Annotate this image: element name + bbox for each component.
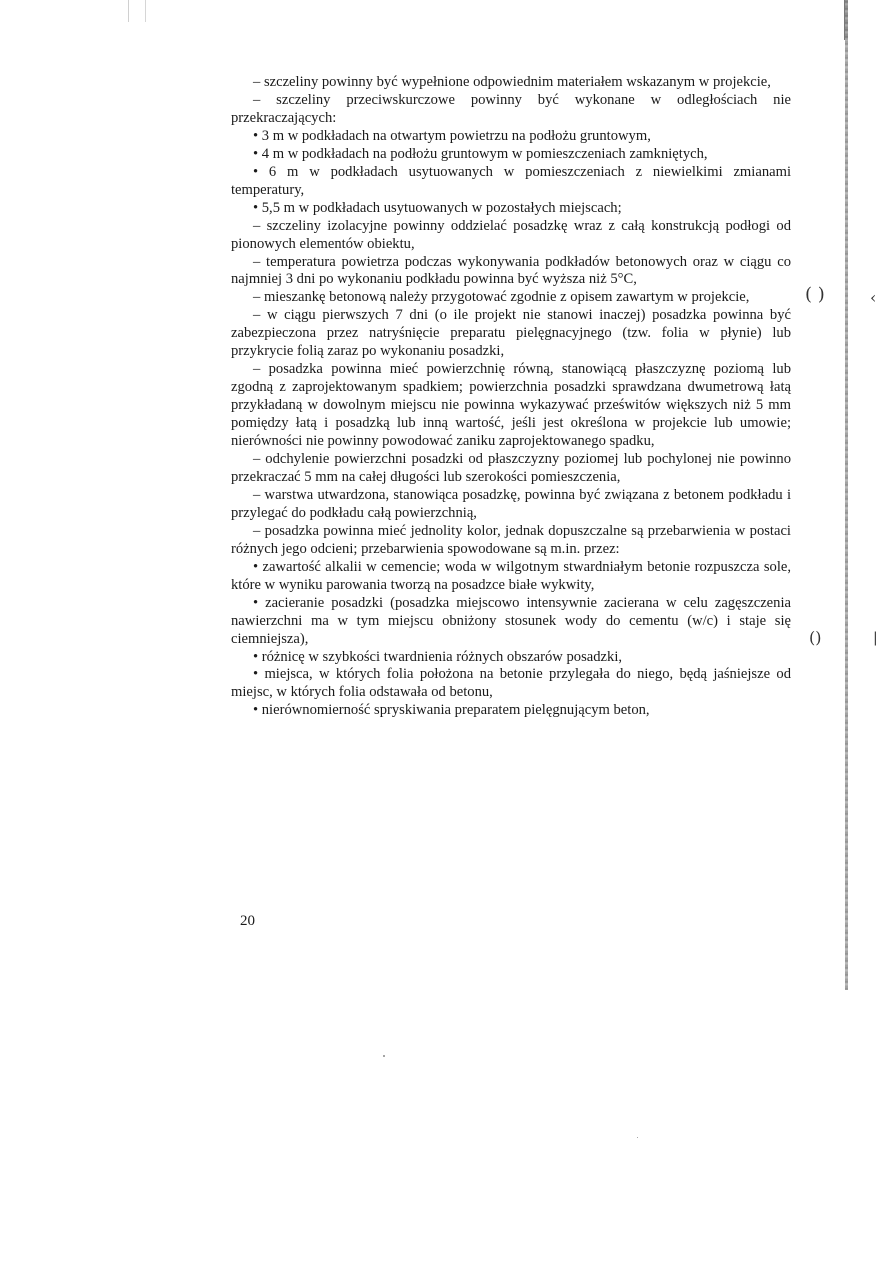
paragraph: – temperatura powietrza podczas wykonywania podkładów betonowych oraz w ciągu co najmniej 3 dni po wykonaniu podkładu powinna być wyższa niż 5°C, [231, 253, 791, 288]
scan-edge-right [845, 0, 848, 990]
binding-hole-mark-lower: () [809, 628, 822, 647]
bullet-item: • różnicę w szybkości twardnienia różnych obszarów posadzki, [253, 648, 623, 665]
scan-edge-left-secondary [145, 0, 146, 22]
paragraph: – posadzka powinna mieć jednolity kolor, jednak dopuszczalne są przebarwienia w postaci różnych jego odcieni; przebarwienia spowodowane są m.in. przez: [231, 522, 791, 557]
page-number: 20 [240, 913, 255, 929]
paragraph: – szczeliny izolacyjne powinny oddzielać posadzkę wraz z całą konstrukcją podłogi od pionowych elementów obiektu, [231, 217, 791, 252]
scan-edge-left [128, 0, 129, 22]
paragraph: – szczeliny powinny być wypełnione odpowiednim materiałem wskazanym w projekcie, [253, 74, 771, 90]
bullet-item: • 4 m w podkładach na podłożu gruntowym w pomieszczeniach zamkniętych, [253, 145, 708, 162]
scan-speck [637, 1137, 638, 1138]
bullet-item: • 3 m w podkładach na otwartym powietrzu na podłożu gruntowym, [253, 127, 651, 144]
bullet-item: • zawartość alkalii w cemencie; woda w wilgotnym stwardniałym betonie rozpuszcza sole, które w wyniku parowania tworzą na posadzce białe wykwity, [231, 558, 791, 593]
binding-hole-mark-upper: ( ) [805, 284, 825, 305]
paragraph: – warstwa utwardzona, stanowiąca posadzkę, powinna być związana z betonem podkładu i przylegać do podkładu całą powierzchnią, [231, 486, 791, 521]
paragraph: – mieszankę betonową należy przygotować zgodnie z opisem zawartym w projekcie, [253, 289, 750, 306]
bullet-item: • zacieranie posadzki (posadzka miejscowo intensywnie zacierana w celu zagęszczenia nawierzchni ma w tym miejscu obniżony stosunek wody do cementu (w/c) i staje się ciemniejsza), [231, 594, 791, 647]
paragraph: – w ciągu pierwszych 7 dni (o ile projekt nie stanowi inaczej) posadzka powinna być zabezpieczona przez natryśnięcie preparatu pielęgnacyjnego (tzw. folia w płynie) lub przykrycie folią zaraz po wykonaniu posadzki, [231, 307, 791, 360]
binding-hole-mark-upper-right: ‹ [870, 288, 877, 307]
paragraph: – szczeliny przeciwskurczowe powinny być wykonane w odległościach nie przekraczających: [231, 91, 791, 126]
bullet-item: • nierównomierność spryskiwania preparatem pielęgnującym beton, [253, 702, 650, 719]
scan-speck [383, 1055, 385, 1057]
paragraph: – posadzka powinna mieć powierzchnię równą, stanowiącą płaszczyznę poziomą lub zgodną z zaprojektowanym spadkiem; powierzchnia posadzki sprawdzana dwumetrową łatą przykładaną w dowolnym miejscu nie powinna wykazywać prześwitów większych niż 5 mm pomiędzy łatą i posadzką lub inną wartość, jeśli jest określona w projekcie lub umowie; nierówności nie powinny powodować zaniku zaprojektowanego spadku, [231, 361, 791, 450]
bullet-item: • miejsca, w których folia położona na betonie przylegała do niego, będą jaśniejsze od miejsc, w których folia odstawała od betonu, [231, 666, 791, 701]
paragraph: – odchylenie powierzchni posadzki od płaszczyzny poziomej lub pochylonej nie powinno przekraczać 5 mm na całej długości lub szerokości pomieszczenia, [231, 451, 791, 485]
document-body [231, 74, 791, 720]
bullet-item: • 5,5 m w podkładach usytuowanych w pozostałych miejscach; [253, 199, 622, 216]
binding-hole-mark-lower-right: | [873, 630, 878, 646]
bullet-item: • 6 m w podkładach usytuowanych w pomieszczeniach z niewielkimi zmianami temperatury, [231, 163, 791, 198]
